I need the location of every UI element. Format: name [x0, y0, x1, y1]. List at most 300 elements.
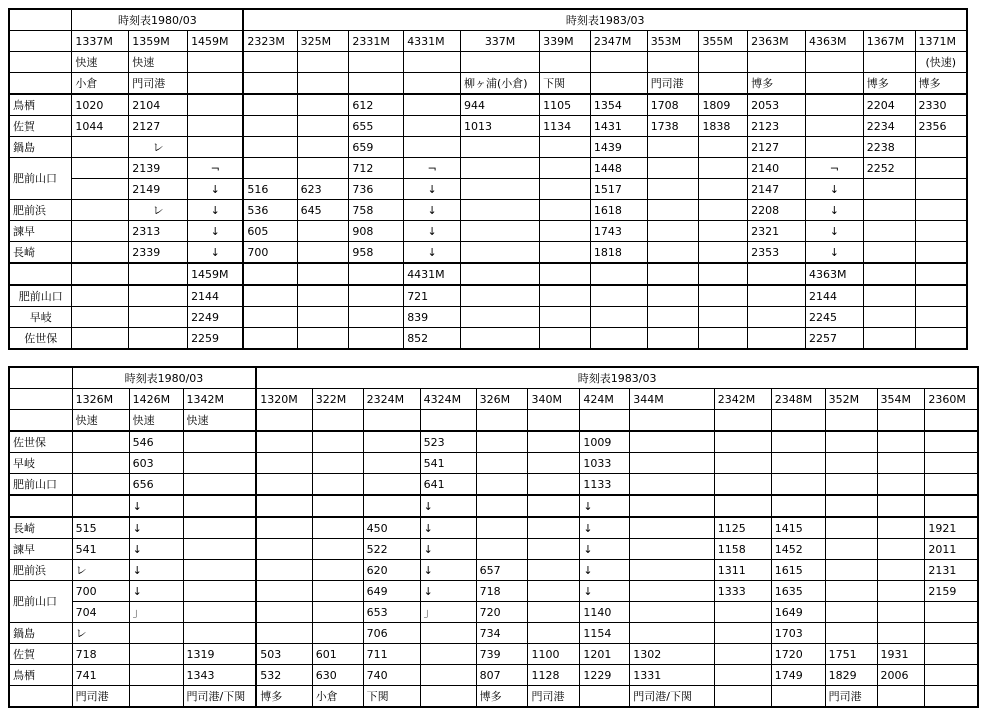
train-type	[297, 52, 349, 73]
time-cell	[540, 221, 591, 242]
time-cell: 1415	[771, 517, 825, 539]
time-cell	[590, 285, 647, 307]
train-number: 4363M	[805, 31, 863, 52]
train-type	[243, 52, 297, 73]
caption-1983: 時刻表1983/03	[243, 9, 967, 31]
time-cell: 2006	[877, 665, 925, 686]
time-cell	[915, 328, 967, 350]
train-type	[699, 52, 748, 73]
time-cell	[256, 517, 312, 539]
train-destination: 門司港	[528, 686, 580, 708]
train-origin: 下関	[540, 73, 591, 95]
time-cell: 1743	[590, 221, 647, 242]
time-cell	[915, 307, 967, 328]
branch-train-number	[461, 263, 540, 285]
time-cell	[825, 495, 877, 517]
time-cell	[256, 453, 312, 474]
time-cell	[540, 285, 591, 307]
time-cell: 1818	[590, 242, 647, 264]
time-cell: 1343	[183, 665, 256, 686]
branch-train-number	[590, 263, 647, 285]
time-cell	[183, 623, 256, 644]
time-cell: ↓	[129, 495, 183, 517]
corner-cell	[9, 389, 72, 410]
time-cell	[925, 665, 978, 686]
station-name: 諫早	[9, 221, 72, 242]
time-cell: ↓	[404, 242, 461, 264]
time-cell: 659	[349, 137, 404, 158]
time-cell: 1033	[580, 453, 630, 474]
train-type	[877, 410, 925, 432]
time-cell	[699, 179, 748, 200]
time-cell	[805, 137, 863, 158]
time-cell: 1439	[590, 137, 647, 158]
time-cell: 718	[72, 644, 129, 665]
time-cell: 2321	[748, 221, 806, 242]
time-cell	[915, 242, 967, 264]
time-cell	[183, 453, 256, 474]
time-cell: 741	[72, 665, 129, 686]
train-number: 1426M	[129, 389, 183, 410]
time-cell	[771, 453, 825, 474]
time-cell	[699, 200, 748, 221]
train-type	[805, 52, 863, 73]
train-number: 355M	[699, 31, 748, 52]
branch-train-number	[297, 263, 349, 285]
station-name: 肥前浜	[9, 560, 72, 581]
time-cell: 1229	[580, 665, 630, 686]
timetable-downbound	[8, 366, 979, 708]
time-cell: 2204	[863, 94, 915, 116]
time-cell: 1809	[699, 94, 748, 116]
time-cell: ↓	[805, 242, 863, 264]
time-cell	[476, 539, 528, 560]
time-cell	[771, 431, 825, 453]
time-cell: 1431	[590, 116, 647, 137]
time-cell	[183, 495, 256, 517]
time-cell: 1125	[714, 517, 771, 539]
time-cell: ¬	[404, 158, 461, 179]
time-cell: 1720	[771, 644, 825, 665]
time-cell	[297, 221, 349, 242]
time-cell: 852	[404, 328, 461, 350]
time-cell: 807	[476, 665, 528, 686]
time-cell: ↓	[188, 200, 244, 221]
station-name: 佐世保	[9, 431, 72, 453]
time-cell: 1838	[699, 116, 748, 137]
train-origin: 門司港	[647, 73, 699, 95]
train-number: 1342M	[183, 389, 256, 410]
time-cell	[925, 644, 978, 665]
time-cell	[863, 242, 915, 264]
time-cell: 711	[363, 644, 420, 665]
time-cell: 649	[363, 581, 420, 602]
branch-train-number	[243, 263, 297, 285]
train-type	[925, 410, 978, 432]
time-cell	[183, 581, 256, 602]
train-type	[540, 52, 591, 73]
time-cell	[297, 137, 349, 158]
train-type	[647, 52, 699, 73]
time-cell: 656	[129, 474, 183, 496]
time-cell	[630, 560, 714, 581]
train-number: 1326M	[72, 389, 129, 410]
time-cell	[183, 474, 256, 496]
corner-cell	[9, 686, 72, 708]
train-number: 1337M	[72, 31, 129, 52]
train-number: 340M	[528, 389, 580, 410]
time-cell	[349, 328, 404, 350]
time-cell	[72, 285, 129, 307]
time-cell: 1134	[540, 116, 591, 137]
time-cell: 523	[420, 431, 476, 453]
train-origin: 博多	[915, 73, 967, 95]
time-cell: 734	[476, 623, 528, 644]
train-origin	[243, 73, 297, 95]
time-cell	[129, 644, 183, 665]
time-cell	[714, 644, 771, 665]
time-cell: 603	[129, 453, 183, 474]
train-type	[825, 410, 877, 432]
time-cell: 2139	[129, 158, 188, 179]
time-cell: 908	[349, 221, 404, 242]
time-cell	[699, 242, 748, 264]
train-type	[630, 410, 714, 432]
time-cell	[925, 474, 978, 496]
time-cell: 1708	[647, 94, 699, 116]
time-cell	[129, 307, 188, 328]
time-cell	[771, 474, 825, 496]
time-cell: 645	[297, 200, 349, 221]
time-cell: 2127	[748, 137, 806, 158]
train-origin	[699, 73, 748, 95]
time-cell: 1448	[590, 158, 647, 179]
time-cell	[363, 431, 420, 453]
station-name: 長崎	[9, 242, 72, 264]
time-cell	[877, 495, 925, 517]
time-cell: 1738	[647, 116, 699, 137]
time-cell	[461, 137, 540, 158]
time-cell	[528, 517, 580, 539]
time-cell: 944	[461, 94, 540, 116]
branch-train-number	[748, 263, 806, 285]
time-cell	[188, 94, 244, 116]
time-cell	[630, 539, 714, 560]
time-cell	[630, 495, 714, 517]
train-destination	[580, 686, 630, 708]
time-cell: 1615	[771, 560, 825, 581]
time-cell: 2259	[188, 328, 244, 350]
time-cell	[312, 453, 363, 474]
time-cell: レ	[72, 560, 129, 581]
time-cell	[915, 221, 967, 242]
station-name: 肥前山口	[9, 581, 72, 623]
time-cell	[461, 179, 540, 200]
train-number: 354M	[877, 389, 925, 410]
station-name: 肥前山口	[9, 158, 72, 200]
time-cell	[590, 307, 647, 328]
train-number: 1320M	[256, 389, 312, 410]
time-cell	[363, 453, 420, 474]
train-destination: 門司港/下関	[183, 686, 256, 708]
time-cell	[540, 158, 591, 179]
time-cell	[72, 474, 129, 496]
train-type: 快速	[72, 410, 129, 432]
time-cell	[699, 285, 748, 307]
time-cell: 1703	[771, 623, 825, 644]
time-cell: 2053	[748, 94, 806, 116]
time-cell: レ	[129, 200, 188, 221]
time-cell	[312, 431, 363, 453]
train-number: 337M	[461, 31, 540, 52]
time-cell	[877, 539, 925, 560]
time-cell: 2313	[129, 221, 188, 242]
time-cell: 2144	[805, 285, 863, 307]
time-cell	[590, 328, 647, 350]
train-origin	[590, 73, 647, 95]
time-cell	[630, 581, 714, 602]
time-cell	[915, 179, 967, 200]
time-cell	[297, 116, 349, 137]
time-cell	[129, 665, 183, 686]
time-cell: 541	[420, 453, 476, 474]
corner-cell	[9, 31, 72, 52]
time-cell	[825, 474, 877, 496]
time-cell	[771, 495, 825, 517]
train-number: 1367M	[863, 31, 915, 52]
time-cell	[256, 431, 312, 453]
train-number: 2348M	[771, 389, 825, 410]
time-cell	[647, 200, 699, 221]
train-destination	[129, 686, 183, 708]
time-cell: 1009	[580, 431, 630, 453]
time-cell	[72, 495, 129, 517]
time-cell	[404, 137, 461, 158]
time-cell: 839	[404, 307, 461, 328]
time-cell	[925, 623, 978, 644]
time-cell	[528, 602, 580, 623]
time-cell	[825, 453, 877, 474]
time-cell: 2330	[915, 94, 967, 116]
time-cell	[877, 453, 925, 474]
branch-train-number	[540, 263, 591, 285]
time-cell	[748, 307, 806, 328]
time-cell: ¬	[188, 158, 244, 179]
time-cell: ↓	[580, 539, 630, 560]
time-cell	[805, 116, 863, 137]
time-cell	[72, 328, 129, 350]
train-origin	[404, 73, 461, 95]
time-cell: 1140	[580, 602, 630, 623]
time-cell: 1354	[590, 94, 647, 116]
corner-cell	[9, 367, 72, 389]
train-type	[404, 52, 461, 73]
time-cell	[461, 328, 540, 350]
time-cell	[877, 560, 925, 581]
time-cell: 704	[72, 602, 129, 623]
station-name: 佐賀	[9, 116, 72, 137]
time-cell: 1013	[461, 116, 540, 137]
time-cell	[243, 328, 297, 350]
station-name: 早岐	[9, 453, 72, 474]
time-cell	[183, 517, 256, 539]
station-name: 早岐	[9, 307, 72, 328]
train-type	[863, 52, 915, 73]
branch-train-number	[72, 263, 129, 285]
train-number: 2342M	[714, 389, 771, 410]
time-cell: 2356	[915, 116, 967, 137]
train-destination	[925, 686, 978, 708]
time-cell	[528, 539, 580, 560]
time-cell: ↓	[188, 242, 244, 264]
corner-cell	[9, 495, 72, 517]
time-cell	[243, 307, 297, 328]
time-cell: 700	[243, 242, 297, 264]
time-cell	[877, 602, 925, 623]
time-cell: 1128	[528, 665, 580, 686]
time-cell: 2147	[748, 179, 806, 200]
branch-train-number	[647, 263, 699, 285]
time-cell	[349, 307, 404, 328]
time-cell	[714, 602, 771, 623]
time-cell	[72, 137, 129, 158]
time-cell: 503	[256, 644, 312, 665]
time-cell: ↓	[129, 560, 183, 581]
train-number: 353M	[647, 31, 699, 52]
time-cell	[461, 221, 540, 242]
time-cell	[714, 431, 771, 453]
time-cell	[528, 495, 580, 517]
station-name: 鍋島	[9, 623, 72, 644]
train-origin	[297, 73, 349, 95]
time-cell	[312, 474, 363, 496]
time-cell: 706	[363, 623, 420, 644]
train-number: 344M	[630, 389, 714, 410]
time-cell	[540, 328, 591, 350]
caption-1980: 時刻表1980/03	[72, 9, 243, 31]
station-name: 長崎	[9, 517, 72, 539]
time-cell	[540, 242, 591, 264]
time-cell: 700	[72, 581, 129, 602]
time-cell: 2140	[748, 158, 806, 179]
time-cell	[297, 328, 349, 350]
time-cell	[72, 431, 129, 453]
time-cell	[461, 307, 540, 328]
time-cell	[404, 116, 461, 137]
time-cell	[312, 602, 363, 623]
time-cell: 1331	[630, 665, 714, 686]
train-number: 1359M	[129, 31, 188, 52]
station-name: 肥前山口	[9, 474, 72, 496]
time-cell: 1333	[714, 581, 771, 602]
time-cell: 516	[243, 179, 297, 200]
time-cell	[699, 307, 748, 328]
train-destination: 門司港/下関	[630, 686, 714, 708]
time-cell: 2011	[925, 539, 978, 560]
time-cell	[748, 285, 806, 307]
time-cell: 2123	[748, 116, 806, 137]
time-cell: 620	[363, 560, 420, 581]
time-cell	[699, 158, 748, 179]
time-cell	[825, 623, 877, 644]
time-cell: 736	[349, 179, 404, 200]
time-cell	[863, 221, 915, 242]
train-origin: 柳ヶ浦(小倉)	[461, 73, 540, 95]
time-cell	[714, 453, 771, 474]
time-cell	[72, 158, 129, 179]
time-cell: レ	[129, 137, 188, 158]
time-cell: ↓	[805, 200, 863, 221]
time-cell: 605	[243, 221, 297, 242]
time-cell	[863, 307, 915, 328]
time-cell	[312, 517, 363, 539]
time-cell: 2252	[863, 158, 915, 179]
time-cell: 2339	[129, 242, 188, 264]
time-cell: 2249	[188, 307, 244, 328]
time-cell	[915, 285, 967, 307]
train-number: 424M	[580, 389, 630, 410]
time-cell: ↓	[580, 581, 630, 602]
time-cell	[925, 495, 978, 517]
train-type	[771, 410, 825, 432]
time-cell: 1302	[630, 644, 714, 665]
time-cell	[256, 581, 312, 602]
time-cell: ↓	[404, 179, 461, 200]
time-cell: ↓	[420, 560, 476, 581]
time-cell: 541	[72, 539, 129, 560]
time-cell: 958	[349, 242, 404, 264]
time-cell	[461, 158, 540, 179]
train-destination: 門司港	[72, 686, 129, 708]
time-cell: 739	[476, 644, 528, 665]
time-cell	[714, 474, 771, 496]
time-cell	[183, 539, 256, 560]
train-destination	[877, 686, 925, 708]
time-cell: 601	[312, 644, 363, 665]
station-name: 鍋島	[9, 137, 72, 158]
time-cell: 1649	[771, 602, 825, 623]
branch-train-number	[349, 263, 404, 285]
time-cell	[349, 285, 404, 307]
train-type	[590, 52, 647, 73]
train-number: 2324M	[363, 389, 420, 410]
time-cell: 1829	[825, 665, 877, 686]
station-name: 鳥栖	[9, 94, 72, 116]
time-cell	[647, 307, 699, 328]
time-cell: 720	[476, 602, 528, 623]
time-cell	[863, 285, 915, 307]
time-cell: ¬	[805, 158, 863, 179]
time-cell: 2238	[863, 137, 915, 158]
time-cell: ↓	[580, 517, 630, 539]
time-cell	[647, 328, 699, 350]
time-cell: 」	[129, 602, 183, 623]
time-cell: ↓	[129, 517, 183, 539]
time-cell: 1751	[825, 644, 877, 665]
train-destination: 下関	[363, 686, 420, 708]
time-cell: 721	[404, 285, 461, 307]
time-cell	[877, 431, 925, 453]
time-cell: 2149	[129, 179, 188, 200]
time-cell: 1154	[580, 623, 630, 644]
time-cell: ↓	[420, 495, 476, 517]
time-cell	[915, 158, 967, 179]
train-type	[748, 52, 806, 73]
time-cell	[925, 431, 978, 453]
train-type	[363, 410, 420, 432]
time-cell	[863, 200, 915, 221]
time-cell	[699, 328, 748, 350]
